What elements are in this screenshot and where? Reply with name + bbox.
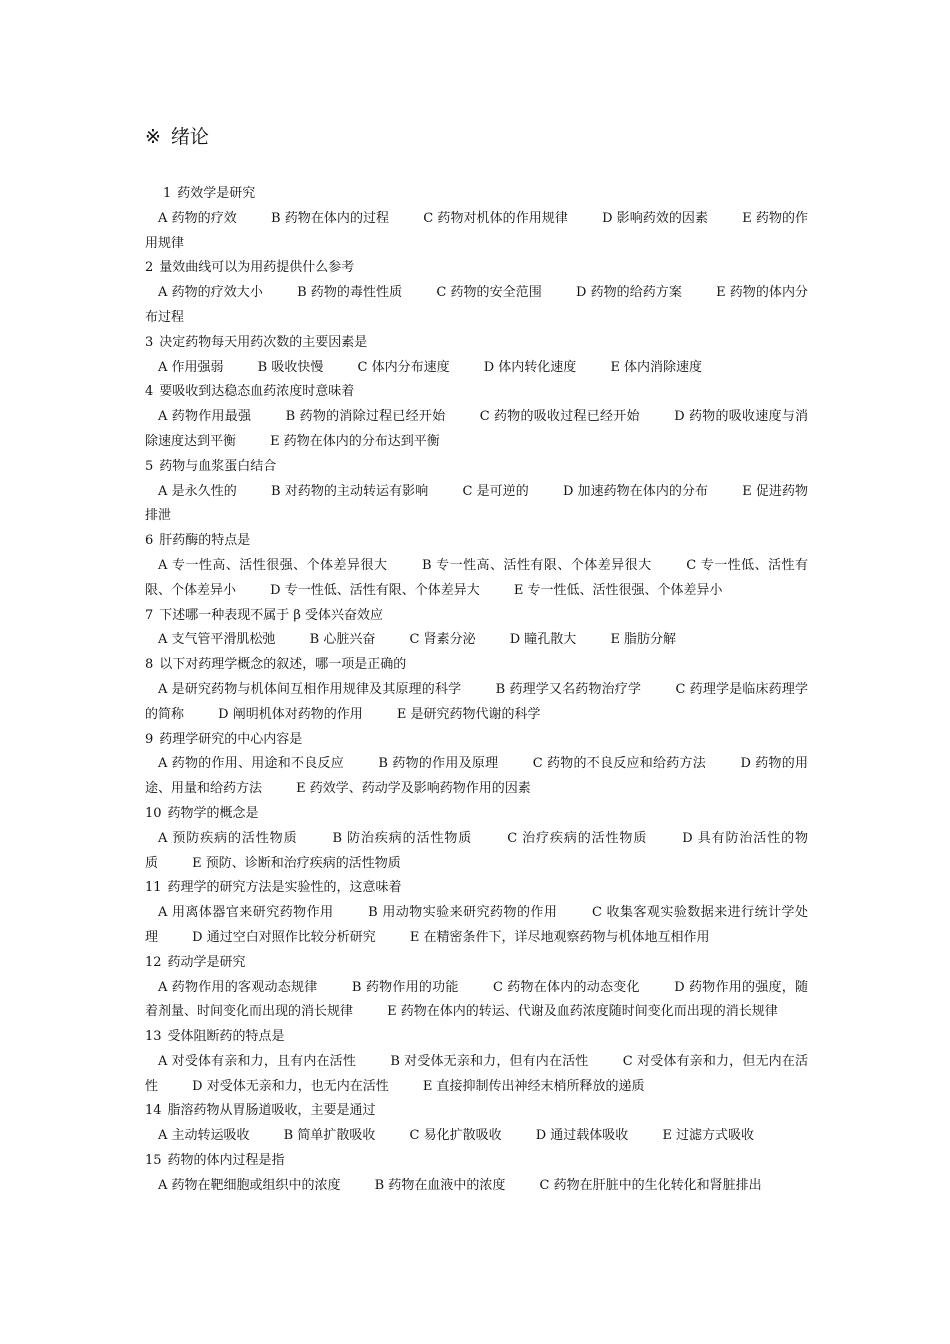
- question-stem: [145, 653, 808, 678]
- answer-option: C 肾素分泌: [409, 632, 476, 648]
- answer-option: B 药物在血液中的浓度: [374, 1177, 506, 1193]
- answer-option: B 药物作用的功能: [351, 979, 459, 995]
- question-text: 下述哪一种表现不属于 β 受体兴奋效应: [159, 607, 384, 623]
- answer-option: A 支气管平滑肌松弛: [158, 632, 276, 648]
- answer-option: D 影响药效的因素: [602, 210, 709, 226]
- answer-option: C 药物的不良反应和给药方法: [532, 756, 707, 772]
- answer-option: E 药物在体内的分布达到平衡: [270, 433, 440, 449]
- answer-option: E 专一性低、活性很强、个体差异小: [513, 582, 723, 598]
- answer-options: [145, 752, 808, 802]
- answer-options: [145, 207, 808, 257]
- question-stem: [145, 802, 808, 827]
- answer-option: C 治疗疾病的活性物质: [507, 830, 648, 846]
- question-stem: [145, 529, 808, 554]
- answer-option: C 专一性低、活性有限、个体差异小: [145, 557, 808, 598]
- question-number: 4: [145, 384, 154, 400]
- question-number: 2: [145, 260, 154, 276]
- question-stem: [145, 876, 808, 901]
- question-item: [145, 802, 808, 876]
- answer-option: E 是研究药物代谢的科学: [396, 706, 541, 722]
- question-number: 8: [145, 657, 154, 673]
- answer-option: C 体内分布速度: [357, 359, 450, 375]
- answer-options: [145, 1174, 808, 1199]
- question-number: 12: [145, 954, 162, 970]
- answer-option: B 对受体无亲和力，但有内在活性: [390, 1053, 589, 1069]
- question-item: [145, 455, 808, 529]
- answer-option: C 是可逆的: [462, 483, 529, 499]
- question-text: 药物学的概念是: [167, 805, 259, 821]
- answer-option: E 药物的作用规律: [145, 210, 809, 251]
- question-number: 11: [145, 880, 162, 896]
- answer-option: E 体内消除速度: [610, 359, 703, 375]
- answer-options: [145, 554, 808, 604]
- answer-option: A 预防疾病的活性物质: [158, 830, 298, 846]
- answer-option: A 药物的疗效大小: [158, 285, 263, 301]
- answer-option: D 对受体无亲和力，也无内在活性: [192, 1078, 389, 1094]
- answer-options: [145, 1050, 808, 1100]
- question-item: [145, 1149, 808, 1199]
- question-text: 药动学是研究: [167, 954, 246, 970]
- answer-options: [145, 1124, 808, 1149]
- answer-option: E 药效学、药动学及影响药物作用的因素: [296, 781, 531, 797]
- question-text: 药物与血浆蛋白结合: [159, 458, 277, 474]
- answer-option: C 对受体有亲和力，但无内在活性: [145, 1053, 809, 1094]
- question-number: 9: [145, 731, 154, 747]
- answer-option: B 药物的作用及原理: [378, 756, 499, 772]
- question-stem: [145, 604, 808, 629]
- question-number: 7: [145, 607, 154, 623]
- question-text: 药物的体内过程是指: [167, 1153, 285, 1169]
- answer-option: A 是永久性的: [158, 483, 237, 499]
- answer-options: [145, 678, 808, 728]
- question-stem: [145, 1099, 808, 1124]
- question-item: [145, 876, 808, 950]
- question-item: [145, 728, 808, 802]
- reference-mark-icon: ※: [145, 126, 161, 148]
- question-stem: [145, 256, 808, 281]
- question-number: 1: [163, 186, 172, 201]
- answer-option: B 药物在体内的过程: [271, 210, 390, 226]
- answer-option: D 瞳孔散大: [509, 632, 577, 648]
- section-heading: [145, 120, 808, 160]
- answer-option: D 药物的给药方案: [575, 285, 682, 301]
- answer-options: [145, 628, 808, 653]
- answer-option: D 药物作用的强度，随着剂量、时间变化而出现的消长规律: [145, 979, 808, 1020]
- answer-option: B 对药物的主动转运有影响: [271, 483, 429, 499]
- answer-option: E 预防、诊断和治疗疾病的活性物质: [192, 855, 401, 871]
- answer-option: E 药物的体内分布过程: [145, 285, 808, 325]
- answer-option: A 专一性高、活性很强、个体差异很大: [158, 557, 388, 573]
- question-text: 量效曲线可以为用药提供什么参考: [159, 260, 355, 276]
- answer-option: E 在精密条件下，详尽地观察药物与机体地互相作用: [409, 929, 710, 945]
- answer-option: A 药物的作用、用途和不良反应: [158, 756, 345, 772]
- question-text: 脂溶药物从胃肠道吸收，主要是通过: [167, 1103, 376, 1119]
- answer-option: A 对受体有亲和力，且有内在活性: [158, 1053, 356, 1069]
- answer-option: A 药物的疗效: [158, 210, 237, 226]
- answer-option: C 药物的吸收过程已经开始: [479, 409, 640, 425]
- question-item: [145, 331, 808, 381]
- answer-option: D 药物的用途、用量和给药方法: [145, 756, 809, 797]
- answer-option: E 直接抑制传出神经末梢所释放的递质: [422, 1078, 645, 1094]
- answer-option: B 吸收快慢: [257, 359, 324, 375]
- question-text: 决定药物每天用药次数的主要因素是: [159, 334, 368, 350]
- answer-option: A 药物作用最强: [158, 409, 252, 425]
- answer-option: C 收集客观实验数据来进行统计学处理: [145, 905, 809, 945]
- question-item: [145, 529, 808, 603]
- answer-option: A 药物在靶细胞或组织中的浓度: [158, 1177, 341, 1193]
- question-item: [145, 256, 808, 330]
- answer-option: B 药理学又名药物治疗学: [495, 681, 642, 697]
- question-number: 15: [145, 1153, 162, 1169]
- question-text: 要吸收到达稳态血药浓度时意味着: [159, 384, 355, 400]
- answer-option: A 主动转运吸收: [158, 1128, 250, 1144]
- question-item: [145, 951, 808, 1025]
- answer-options: [145, 901, 808, 951]
- question-text: 受体阻断药的特点是: [167, 1029, 285, 1045]
- answer-option: D 加速药物在体内的分布: [562, 483, 709, 499]
- answer-option: E 过滤方式吸收: [662, 1128, 755, 1144]
- question-number: 10: [145, 805, 162, 821]
- question-number: 14: [145, 1103, 162, 1119]
- question-item: [145, 1099, 808, 1149]
- answer-option: B 简单扩散吸收: [283, 1128, 376, 1144]
- question-stem: [145, 951, 808, 976]
- answer-option: C 药理学是临床药理学的简称: [145, 681, 808, 722]
- section-title-text: 绪论: [170, 126, 209, 148]
- question-text: 肝药酶的特点是: [159, 533, 251, 549]
- document-content: [145, 120, 808, 1199]
- answer-option: D 通过载体吸收: [535, 1128, 629, 1144]
- question-text: 以下对药理学概念的叙述，哪一项是正确的: [159, 657, 407, 673]
- question-stem: [145, 1149, 808, 1174]
- answer-option: C 药物的安全范围: [436, 285, 542, 301]
- answer-option: E 药物在体内的转运、代谢及血药浓度随时间变化而出现的消长规律: [387, 1004, 778, 1020]
- answer-option: B 药物的毒性性质: [297, 285, 403, 301]
- answer-options: [145, 281, 808, 331]
- answer-option: B 药物的消除过程已经开始: [285, 409, 446, 425]
- question-number: 5: [145, 458, 154, 474]
- question-stem: [145, 380, 808, 405]
- answer-options: [145, 827, 808, 877]
- answer-option: A 药物作用的客观动态规律: [158, 979, 318, 995]
- answer-option: D 药物的吸收速度与消除速度达到平衡: [145, 409, 808, 449]
- answer-option: C 药物在肝脏中的生化转化和肾脏排出: [539, 1177, 762, 1193]
- answer-option: A 是研究药物与机体间互相作用规律及其原理的科学: [158, 681, 462, 697]
- question-stem: [145, 455, 808, 480]
- question-text: 药理学的研究方法是实验性的，这意味着: [167, 880, 402, 896]
- answer-option: C 易化扩散吸收: [409, 1128, 502, 1144]
- answer-option: D 具有防治活性的物质: [145, 830, 808, 871]
- answer-option: D 通过空白对照作比较分析研究: [192, 929, 376, 945]
- question-item: [145, 653, 808, 727]
- answer-option: A 作用强弱: [158, 359, 224, 375]
- answer-option: C 药物对机体的作用规律: [423, 210, 568, 226]
- answer-option: D 阐明机体对药物的作用: [218, 706, 363, 722]
- question-item: [145, 182, 808, 256]
- question-number: 13: [145, 1029, 162, 1045]
- question-list: [145, 182, 808, 1199]
- answer-option: D 专一性低、活性有限、个体差异大: [270, 582, 480, 598]
- question-item: [145, 380, 808, 454]
- question-text: 药效学是研究: [177, 186, 256, 201]
- answer-option: E 脂肪分解: [610, 632, 677, 648]
- question-stem: [145, 728, 808, 753]
- question-item: [145, 604, 808, 654]
- answer-option: B 用动物实验来研究药物的作用: [368, 905, 558, 921]
- answer-option: A 用离体器官来研究药物作用: [158, 905, 334, 921]
- answer-options: [145, 356, 808, 381]
- answer-options: [145, 976, 808, 1026]
- answer-options: [145, 480, 808, 530]
- question-item: [145, 1025, 808, 1099]
- answer-option: B 专一性高、活性有限、个体差异很大: [422, 557, 652, 573]
- question-number: 3: [145, 334, 154, 350]
- answer-option: E 促进药物排泄: [145, 483, 809, 524]
- answer-option: D 体内转化速度: [483, 359, 577, 375]
- answer-options: [145, 405, 808, 455]
- question-stem: [145, 331, 808, 356]
- question-stem: [145, 1025, 808, 1050]
- question-number: 6: [145, 533, 154, 549]
- answer-option: B 心脏兴奋: [309, 632, 376, 648]
- question-text: 药理学研究的中心内容是: [159, 731, 303, 747]
- answer-option: B 防治疾病的活性物质: [332, 830, 473, 846]
- question-stem: [145, 182, 808, 207]
- answer-option: C 药物在体内的动态变化: [492, 979, 640, 995]
